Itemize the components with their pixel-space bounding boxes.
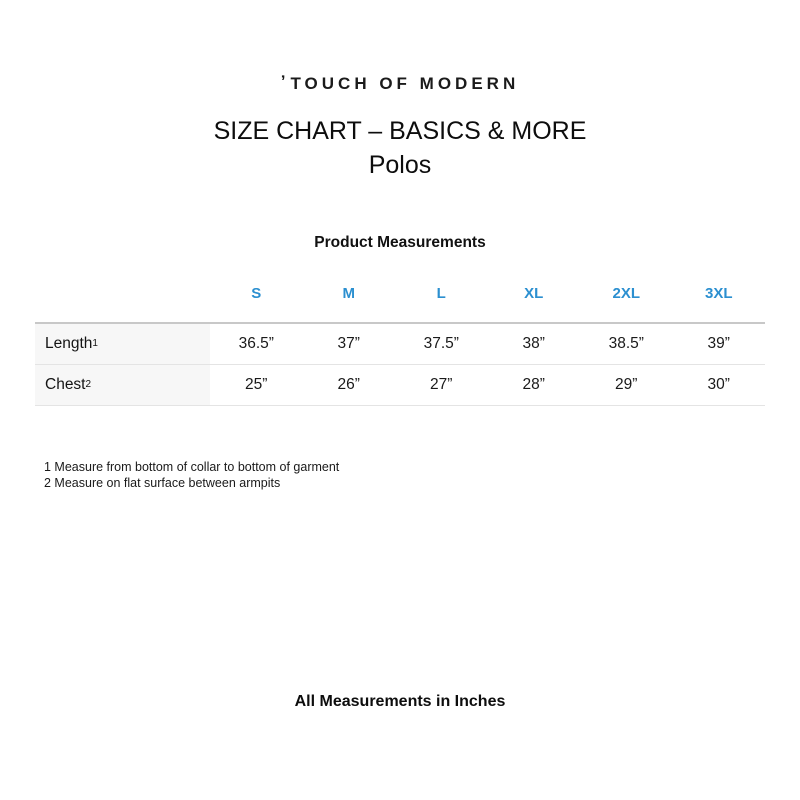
- row-label-length: [35, 324, 210, 364]
- footnote-ref-2: 2: [85, 379, 92, 390]
- logo-tick-mark: ʼ: [280, 72, 290, 91]
- measurements-unit-note: All Measurements in Inches: [294, 693, 506, 710]
- column-header-xl: XL: [524, 285, 544, 302]
- footnote-ref-1: 1: [92, 338, 98, 349]
- footnote-line-2: 2 Measure on flat surface between armpits: [44, 476, 281, 490]
- footnote-line-1: 1 Measure from bottom of collar to bottom of garment: [44, 460, 340, 474]
- logo-text: TOUCH OF MODERN: [290, 74, 520, 93]
- row-label-text: Chest: [45, 376, 86, 393]
- size-table: [35, 278, 765, 406]
- page-subtitle: Polos: [368, 151, 432, 179]
- chest-value-l: 27”: [430, 376, 453, 393]
- length-value-3xl: 39”: [707, 335, 730, 352]
- footnotes: [44, 459, 339, 491]
- row-label-text: Length: [45, 335, 93, 352]
- column-header-m: M: [342, 285, 355, 302]
- length-value-xl: 38”: [522, 335, 545, 352]
- chest-value-2xl: 29”: [615, 376, 638, 393]
- length-value-m: 37”: [337, 335, 360, 352]
- chest-value-3xl: 30”: [707, 376, 730, 393]
- column-header-3xl: 3XL: [704, 285, 733, 302]
- row-label-chest: [35, 365, 210, 405]
- page-title: SIZE CHART – BASICS & MORE: [213, 117, 587, 145]
- length-value-s: 36.5”: [238, 335, 274, 352]
- length-value-l: 37.5”: [423, 335, 459, 352]
- column-header-s: S: [251, 285, 262, 302]
- length-value-2xl: 38.5”: [608, 335, 644, 352]
- table-caption: Product Measurements: [314, 234, 486, 251]
- table-row-length: [35, 322, 765, 364]
- size-table-header-row: [35, 278, 765, 322]
- table-row-chest: [35, 364, 765, 406]
- chest-value-s: 25”: [245, 376, 268, 393]
- column-header-2xl: 2XL: [612, 285, 640, 302]
- column-header-l: L: [436, 285, 446, 302]
- chest-value-m: 26”: [337, 376, 360, 393]
- chest-value-xl: 28”: [522, 376, 545, 393]
- brand-logo: [0, 74, 800, 94]
